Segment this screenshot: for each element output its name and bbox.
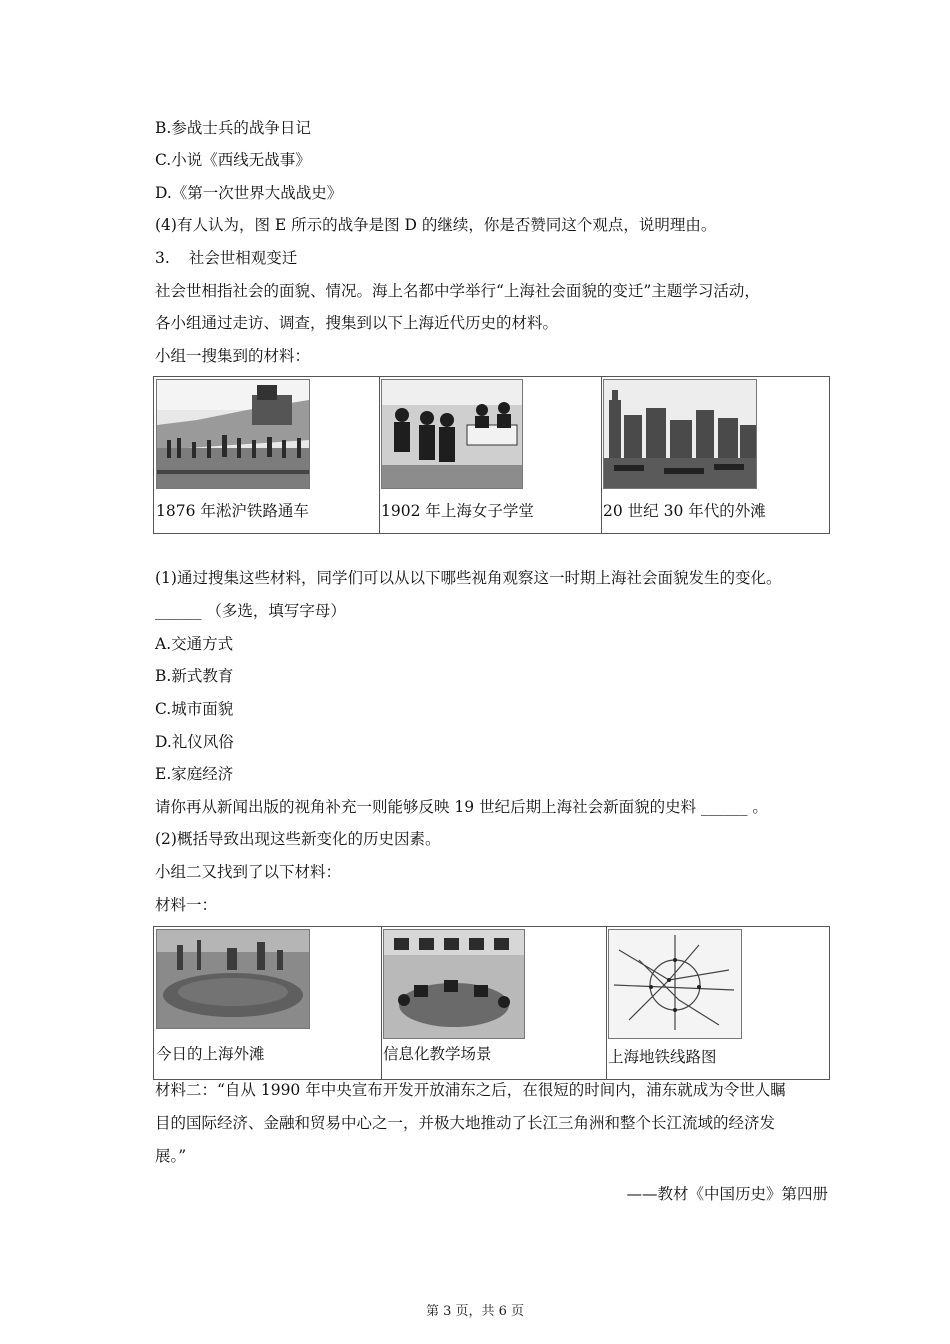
section-number: 3. [155, 249, 170, 267]
option-e: E.家庭经济 [155, 765, 234, 783]
option-b: B.新式教育 [155, 667, 234, 685]
photo-caption: 20 世纪 30 年代的外滩 [603, 502, 766, 520]
option-c-novel: C.小说《西线无战事》 [155, 151, 311, 169]
option-c: C.城市面貌 [155, 700, 234, 718]
girls-school-photo [381, 379, 523, 489]
intro-line-1: 社会世相指社会的面貌、情况。海上名都中学举行“上海社会面貌的变迁”主题学习活动， [155, 282, 760, 300]
intro-line-2: 各小组通过走访、调查，搜集到以下上海近代历史的材料。 [155, 314, 559, 332]
option-b-diary: B.参战士兵的战争日记 [155, 119, 311, 137]
bund-1930s-photo [603, 379, 757, 489]
table-cell [154, 377, 380, 533]
table-cell [601, 377, 829, 533]
page-number: 第 3 页，共 6 页 [425, 1304, 525, 1319]
material-two-line-2: 目的国际经济、金融和贸易中心之一，并极大地推动了长江三角洲和整个长江流域的经济发 [155, 1114, 776, 1132]
question-1: (1)通过搜集这些材料，同学们可以从以下哪些视角观察这一时期上海社会面貌发生的变化。 [155, 569, 782, 587]
material-one-label: 材料一： [155, 896, 218, 914]
answer-blank-multi: ______ （多选，填写字母） [155, 602, 346, 620]
citation-source: ——教材《中国历史》第四册 [626, 1185, 828, 1203]
photo-caption: 信息化教学场景 [383, 1045, 492, 1063]
material-two-line-1: 材料二：“自从 1990 年中央宣布开发开放浦东之后，在很短的时间内，浦东就成为令世人瞩 [155, 1081, 786, 1099]
section-title: 社会世相观变迁 [188, 249, 298, 267]
option-d-history: D.《第一次世界大战战史》 [155, 184, 343, 202]
table-cell [381, 927, 607, 1079]
group-two-label: 小组二又找到了以下材料： [155, 863, 342, 881]
railway-photo [156, 379, 310, 489]
photo-caption: 上海地铁线路图 [608, 1048, 717, 1066]
metro-map-image [608, 929, 742, 1039]
photo-caption: 今日的上海外滩 [156, 1045, 265, 1063]
photo-caption: 1876 年淞沪铁路通车 [156, 502, 309, 520]
question-1-supplement: 请你再从新闻出版的视角补充一则能够反映 19 世纪后期上海社会新面貌的史料 ______ 。 [155, 798, 768, 816]
group-one-materials-table [153, 376, 830, 534]
photo-caption: 1902 年上海女子学堂 [381, 502, 534, 520]
table-cell [154, 927, 382, 1079]
group-one-label: 小组一搜集到的材料： [155, 347, 311, 365]
question-4: (4)有人认为，图 E 所示的战争是图 D 的继续，你是否赞同这个观点，说明理由。 [155, 216, 717, 234]
digital-classroom-photo [383, 929, 525, 1039]
bund-today-photo [156, 929, 310, 1029]
table-cell [379, 377, 602, 533]
section-3-heading [155, 248, 297, 268]
question-2: (2)概括导致出现这些新变化的历史因素。 [155, 830, 441, 848]
material-two-line-3: 展。” [155, 1147, 187, 1165]
table-cell [606, 927, 829, 1079]
option-d: D.礼仪风俗 [155, 733, 234, 751]
option-a: A.交通方式 [155, 635, 234, 653]
group-two-materials-table [153, 926, 830, 1080]
